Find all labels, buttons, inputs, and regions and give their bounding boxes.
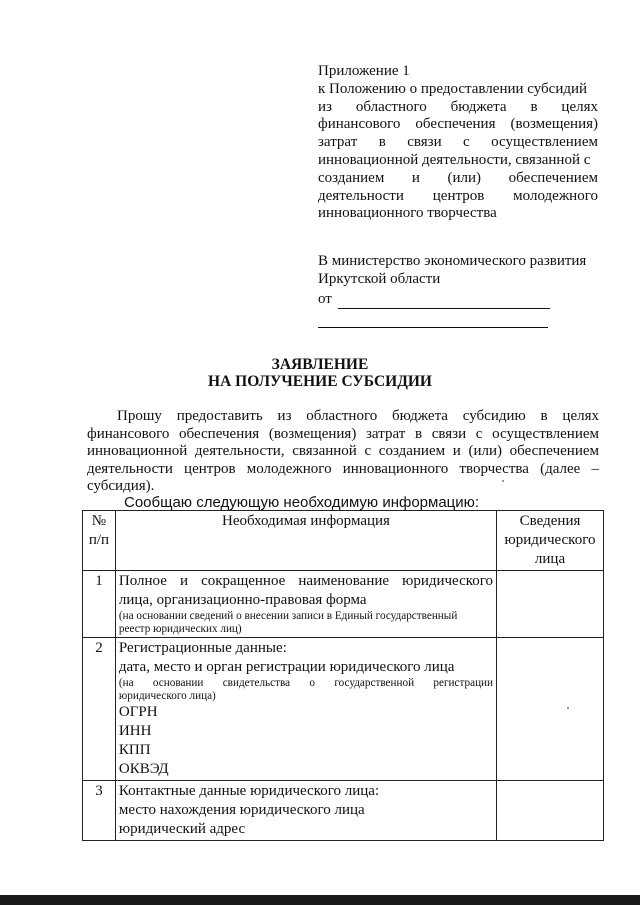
row-item-ogrn: ОГРН xyxy=(118,704,158,720)
row-note-line: юридического лица) xyxy=(118,690,216,702)
from-blank-line-2[interactable] xyxy=(318,313,548,328)
information-table xyxy=(82,510,604,841)
scan-artifact xyxy=(502,480,504,482)
row-item-kpp: КПП xyxy=(118,742,151,758)
row-main-line: лица, организационно-правовая форма xyxy=(118,592,367,608)
from-label: от xyxy=(318,290,332,307)
row-note-line: реестр юридических лиц) xyxy=(118,623,242,635)
row-number: 2 xyxy=(83,638,116,781)
table-row xyxy=(83,571,604,638)
request-paragraph: Прошу предоставить из областного бюджета субсидию в целях финансового обеспечения (возмещения) затрат в связи с осуществлением инновационной деятельности, связанной с созданием и (или) обеспечением деятельности центров молодежного инновационного творчества (далее – субсидия). xyxy=(87,408,599,495)
header-value-line-3: лица xyxy=(534,551,566,567)
row-note-line: (на основании свидетельства о государственной регистрации xyxy=(118,677,494,689)
header-value-line-1: Сведения xyxy=(519,513,581,529)
row-note-line: (на основании сведений о внесении записи в Единый государственный xyxy=(118,610,458,622)
header-info xyxy=(115,511,496,571)
row-value-cell[interactable] xyxy=(497,781,604,841)
header-number xyxy=(83,511,116,571)
inform-line: Сообщаю следующую необходимую информацию: xyxy=(124,494,480,511)
title-line-2: НА ПОЛУЧЕНИЕ СУБСИДИИ xyxy=(208,373,432,390)
addressee-block xyxy=(318,253,600,328)
table-row xyxy=(83,781,604,841)
header-number-abbr: п/п xyxy=(88,532,110,548)
header-info-label: Необходимая информация xyxy=(222,513,390,529)
row-main-line: дата, место и орган регистрации юридического лица xyxy=(118,659,455,675)
row-info xyxy=(115,781,496,841)
row-number: 3 xyxy=(83,781,116,841)
from-row xyxy=(318,289,600,309)
row-head: Контактные данные юридического лица: xyxy=(118,783,380,799)
row-value-cell[interactable] xyxy=(497,571,604,638)
row-item-okved: ОКВЭД xyxy=(118,761,169,777)
appendix-number: Приложение 1 xyxy=(318,63,410,79)
appendix-line: инновационного творчества xyxy=(318,205,497,222)
addressee-region: Иркутской области xyxy=(318,270,441,287)
row-item-inn: ИНН xyxy=(118,723,152,739)
row-number: 1 xyxy=(83,571,116,638)
appendix-line: к Положению о предоставлении субсидий xyxy=(318,80,588,97)
scan-artifact xyxy=(567,707,569,709)
request-paragraph-block xyxy=(87,408,599,496)
row-head: Регистрационные данные: xyxy=(118,640,287,656)
row-item-legal-address: юридический адрес xyxy=(118,821,246,837)
row-value-cell[interactable] xyxy=(497,638,604,781)
title-line-1: ЗАЯВЛЕНИЕ xyxy=(271,356,369,373)
scan-bottom-edge xyxy=(0,895,640,905)
appendix-line: затрат в связи с осуществлением xyxy=(318,134,598,151)
addressee-ministry: В министерство экономического развития xyxy=(318,253,587,269)
table-header-row xyxy=(83,511,604,571)
appendix-line: финансового обеспечения (возмещения) xyxy=(318,116,598,133)
appendix-line: деятельности центров молодежного xyxy=(318,187,598,204)
row-main-line: Полное и сокращенное наименование юридического xyxy=(118,573,494,589)
row-info xyxy=(115,638,496,781)
header-number-sign: № xyxy=(91,513,107,529)
table-row xyxy=(83,638,604,781)
row-item-location: место нахождения юридического лица xyxy=(118,802,365,818)
appendix-line: инновационной деятельности, связанной с xyxy=(318,151,591,168)
header-value xyxy=(497,511,604,571)
row-info xyxy=(115,571,496,638)
document-title xyxy=(0,356,640,390)
appendix-block xyxy=(318,63,598,223)
appendix-line: созданием и (или) обеспечением xyxy=(318,169,598,186)
appendix-line: из областного бюджета в целях xyxy=(318,98,598,115)
from-blank-line[interactable] xyxy=(338,294,550,309)
header-value-line-2: юридического xyxy=(504,532,596,548)
